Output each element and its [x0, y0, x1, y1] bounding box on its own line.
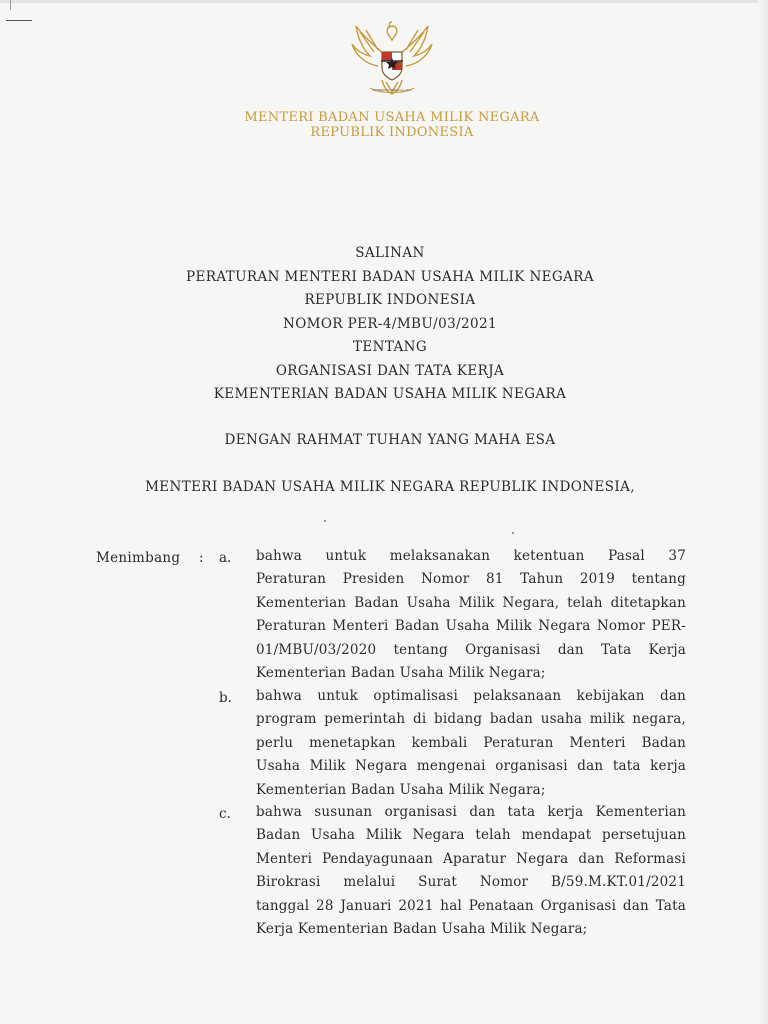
scan-edge-shadow — [758, 0, 768, 1024]
scan-speck — [324, 520, 326, 522]
text-line: Birokrasi melalui Surat Nomor B/59.M.KT.01/2021 — [256, 874, 686, 891]
considering-item-c — [256, 801, 686, 941]
text-line: Peraturan Menteri Badan Usaha Milik Negara Nomor PER- — [256, 618, 686, 635]
text-line: Kerja Kementerian Badan Usaha Milik Negara; — [256, 921, 588, 938]
regulation-subject-2: KEMENTERIAN BADAN USAHA MILIK NEGARA — [213, 386, 567, 402]
scan-speck — [512, 532, 514, 534]
text-line: Kementerian Badan Usaha Milik Negara, telah ditetapkan — [256, 594, 686, 611]
text-line: Menteri Pendayagunaan Aparatur Negara dan Reformasi — [256, 850, 686, 867]
item-marker-b: b. — [219, 690, 232, 706]
text-line: Badan Usaha Milik Negara telah mendapat persetujuan — [256, 827, 686, 844]
scan-edge — [0, 0, 768, 3]
issuer-line: MENTERI BADAN USAHA MILIK NEGARA REPUBLIK INDONESIA, — [145, 479, 635, 495]
text-line: bahwa untuk melaksanakan ketentuan Pasal 37 — [256, 548, 686, 564]
item-marker-c: c. — [219, 806, 231, 822]
text-line: perlu menetapkan kembali Peraturan Menteri Badan — [256, 734, 686, 751]
scan-mark — [10, 0, 11, 10]
svg-text:BHINNEKA TUNGGAL IKA: BHINNEKA TUNGGAL IKA — [373, 88, 411, 92]
ministry-title: MENTERI BADAN USAHA MILIK NEGARA — [244, 110, 540, 125]
text-line: Kementerian Badan Usaha Milik Negara; — [256, 665, 546, 682]
item-marker-a: a. — [219, 550, 232, 566]
regulation-about: TENTANG — [352, 339, 428, 355]
ministry-subtitle: REPUBLIK INDONESIA — [310, 125, 474, 140]
regulation-number: NOMOR PER-4/MBU/03/2021 — [283, 316, 497, 332]
regulation-title: PERATURAN MENTERI BADAN USAHA MILIK NEGARA — [186, 269, 594, 285]
considering-colon: : — [199, 550, 204, 566]
text-line: program pemerintah di bidang badan usaha milik negara, — [256, 711, 686, 728]
scan-mark — [6, 20, 32, 21]
text-line: tanggal 28 Januari 2021 hal Penataan Organisasi dan Tata — [256, 897, 686, 914]
regulation-subject: ORGANISASI DAN TATA KERJA — [275, 363, 505, 379]
garuda-pancasila-emblem-icon — [344, 18, 440, 100]
text-line: 01/MBU/03/2020 tentang Organisasi dan Tata Kerja — [256, 641, 686, 658]
invocation: DENGAN RAHMAT TUHAN YANG MAHA ESA — [224, 432, 556, 448]
copy-label: SALINAN — [355, 245, 425, 261]
text-line: Kementerian Badan Usaha Milik Negara; — [256, 781, 546, 798]
considering-item-b — [256, 685, 686, 802]
text-line: Peraturan Presiden Nomor 81 Tahun 2019 tentang — [256, 571, 686, 588]
considering-item-a — [256, 545, 686, 685]
text-line: bahwa susunan organisasi dan tata kerja Kementerian — [256, 804, 686, 820]
regulation-country: REPUBLIK INDONESIA — [304, 292, 476, 308]
text-line: bahwa untuk optimalisasi pelaksanaan kebijakan dan — [256, 688, 686, 704]
text-line: Usaha Milik Negara mengenai organisasi dan tata kerja — [256, 758, 686, 775]
considering-label: Menimbang — [96, 550, 181, 566]
